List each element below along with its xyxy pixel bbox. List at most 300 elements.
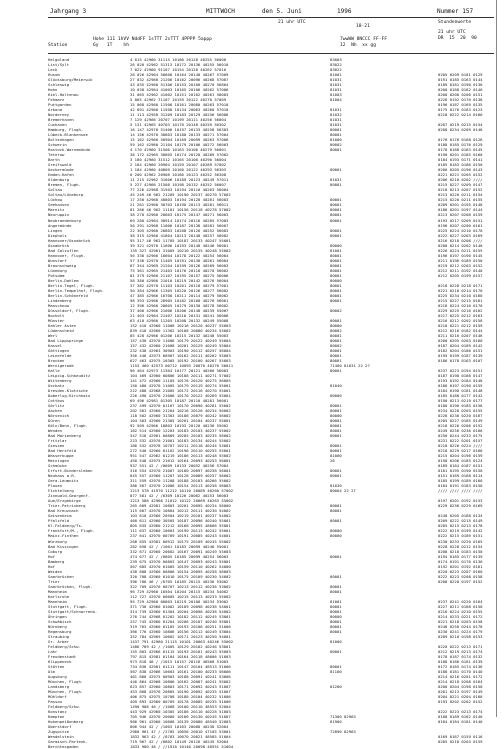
station-name: Bad Kissingen <box>48 543 79 549</box>
observation-codes: 28 026 42964 50608 10164 20140 40267 57009 <box>130 72 229 78</box>
hourly-values: 0237 0241 0220 0164 <box>438 598 483 604</box>
station-name: Manschnow <box>48 302 70 308</box>
synop-group: 80000 <box>330 322 342 328</box>
observation-codes: 356 446 42973 00907 10162 20111 40262 55003 <box>130 352 231 358</box>
station-name: Ulm <box>48 668 56 674</box>
hourly-values: 0181 0195 0190 0150 <box>438 468 483 474</box>
observation-codes: 4 015 42960 31115 10160 20128 40255 56006 <box>130 57 227 62</box>
station-name: Hohn <box>48 87 58 93</box>
synop-group: 80001 <box>330 297 342 303</box>
observation-codes: 1437 791 42960 21115 10101 20063 40246 55002 <box>130 638 234 644</box>
station-name: Saarbrücken <box>48 573 74 579</box>
observation-codes: 396 706 46 / /0705 10185 20115 40236 53002 <box>130 578 229 584</box>
station-name: Cottbus <box>48 398 65 404</box>
station-name: Kassel <box>48 342 63 348</box>
col-head-hours: DR 15 20 90 <box>438 36 477 41</box>
observation-codes: 103 610 42960 20504 10219 20101 40237 54002 <box>130 513 231 519</box>
observation-codes: 567 685 42970 01005 10159 20110 40262 54000 <box>130 563 231 569</box>
station-name: Bremen, Flugh. <box>48 182 81 188</box>
synop-group: 80001 <box>330 317 342 323</box>
station-name: Bad Salzuflen <box>48 247 79 253</box>
station-name: Leipzig-Schkeuditz <box>48 372 91 378</box>
observation-codes: 38 315 42960 41804 10213 20148 40257 56002 <box>130 232 229 238</box>
synop-group: 81031 <box>330 77 342 83</box>
station-name: Schleswig <box>48 82 70 88</box>
observation-codes: 734 836 42981 01111 10147 20104 48513 51006 <box>130 663 231 669</box>
hourly-values: 0185 0199 0189 0160 <box>438 478 483 484</box>
station-name: Mannheim <box>48 588 67 594</box>
station-name: Feldberg/Schw. <box>48 643 81 649</box>
synop-group: 81000 <box>330 638 342 644</box>
station-name: München, Flugh. <box>48 678 84 684</box>
synop-group: 81031 <box>330 117 342 123</box>
hourly-values: 0220 0223 0207 0160 <box>438 568 483 574</box>
station-name: Husum <box>48 72 60 78</box>
synop-group: 80002 <box>330 142 342 148</box>
issue-number: Nummer 157 <box>437 8 474 15</box>
observation-codes: 450 548 42975 21012 10164 20093 40253 56001 <box>130 458 231 464</box>
synop-group: 80001 <box>330 408 342 414</box>
station-name: Lingen <box>48 227 63 233</box>
observation-codes: 43 035 42960 51106 10153 20100 40270 56804 <box>130 82 229 88</box>
synop-group: 80001 <box>330 588 342 594</box>
station-name: Karlsruhe <box>48 593 70 599</box>
synop-group: 80001 <box>330 232 342 238</box>
synop-group: 80001 <box>330 508 342 514</box>
synop-group: 72890 82963 <box>330 729 356 735</box>
synop-group: 80001 <box>330 423 342 429</box>
station-name: Görlitz <box>48 403 65 409</box>
weekday: MITTWOCH <box>206 8 235 15</box>
station-name: Schwerin <box>48 142 67 148</box>
hourly-values: 0214 0216 0201 0172 <box>438 673 483 679</box>
station-name: Seehausen <box>48 202 70 208</box>
observation-codes: 371 738 42960 01002 10189 20098 40236 54001 <box>130 603 231 609</box>
station-name: Stuttgart, Flugh. <box>48 603 88 609</box>
synop-group: 81040 <box>330 383 342 389</box>
observation-codes: 81 266 46 962 11101 10156 20118 40278 57002 <box>130 207 231 213</box>
synop-group: 80000 <box>330 277 342 283</box>
synop-group: 80001 <box>330 608 342 614</box>
observation-codes: 461 860 42975 00903 10188 20091 40241 53006 <box>130 673 231 679</box>
station-name: Greifswald <box>48 162 72 168</box>
hourly-values: 0200 0205 0203 0160 <box>438 337 483 343</box>
station-name: Brocken <box>48 357 65 363</box>
observation-codes: 5 131 42965 40703 10178 20148 40259 56302 <box>130 122 227 128</box>
observation-codes: 155 803 42966 01115 10193 20101 40243 55003 <box>130 648 231 654</box>
observation-codes: 1490 908 46 / /1008 10100 20110 48553 52004 <box>130 704 231 710</box>
observation-codes: 845 557 42960 11207 10128 20089 40257 56002 <box>130 473 231 479</box>
synop-group: 80001 <box>330 182 342 188</box>
hourly-values: 0196 0197 0190 0145 <box>438 252 483 258</box>
observation-codes: 12 396 42960 20605 10179 20130 40278 56002 <box>130 302 229 308</box>
observation-codes: 15 162 42960 50904 10169 20099 40263 57006 <box>130 137 229 143</box>
hourly-values: 0215 0227 0209 0147 <box>438 182 483 188</box>
observation-codes: 38 172 42965 30805 10174 20120 40289 57002 <box>130 152 229 158</box>
observation-codes: 272 540 42960 01102 10196 20110 40255 55001 <box>130 448 231 454</box>
observation-codes: 5 065 42962 71107 10159 20122 40270 57009 <box>130 97 227 103</box>
observation-codes: 16 147 42970 51406 10197 20133 40258 56303 <box>130 127 229 133</box>
hourly-values: 0234 0228 0203 0155 <box>438 408 483 414</box>
station-name: Wittenberg <box>48 378 72 383</box>
observation-codes: 446 864 42968 10806 10162 20087 40241 55002 <box>130 678 231 684</box>
synop-group: 80001 <box>330 132 342 138</box>
station-name: Berlin-Dahlem <box>48 277 79 283</box>
observation-codes: 31 065 42962 41002 10151 20102 40261 58003 <box>130 92 229 98</box>
station-name: Berlin-Schönefeld <box>48 292 88 298</box>
hourly-values: 0184 0193 0171 0141 <box>438 157 483 163</box>
observation-codes: 75 361 42965 21403 10176 20118 40270 56002 <box>130 267 229 273</box>
hourly-values: 0230 0241 0224 0179 <box>438 628 483 634</box>
observation-codes: 460 611 42960 30505 10187 20096 40240 55001 <box>130 518 231 524</box>
station-name: Braunschweig <box>48 262 77 268</box>
station-name: Neubrandenburg <box>48 217 81 223</box>
observation-codes: 443 929 42960 10305 10186 20110 40228 51003 <box>130 709 231 715</box>
observation-codes: 973 818 46 / /1015 10157 20116 48568 51003 <box>130 658 229 664</box>
synop-group: 81001 <box>330 598 342 604</box>
hourly-values: 0249 0250 0236 0166 <box>438 428 483 434</box>
synop-group: 81003 <box>330 92 342 98</box>
synop-group: 80001 <box>330 583 342 589</box>
observation-codes: 567 838 42966 10603 10161 20100 40233 56006 <box>130 668 231 674</box>
synop-group: 80001 <box>330 648 342 654</box>
station-name: Weiden <box>48 568 63 574</box>
observation-codes: 135 327 42961 31005 10210 20135 40248 55002 <box>130 247 231 253</box>
hourly-values: 0222 0219 0199 0142 <box>438 528 483 534</box>
observation-codes: 186 532 42978 10707 10211 20118 40244 53001 <box>130 443 231 449</box>
observation-codes: 150 480 42970 11005 10179 20119 40274 55001 <box>130 383 231 389</box>
hourly-values: 0200 0204 0198 0150 <box>438 683 483 689</box>
hourly-values: 0215 0227 0215 0161 <box>438 297 483 303</box>
station-name: Wendelstein <box>48 734 74 740</box>
synop-group: 80002 <box>330 307 342 313</box>
station-name: Berchtesgaden <box>48 744 79 749</box>
observation-codes: 58 380 42960 21010 10219 20142 40276 56004 <box>130 277 229 283</box>
observation-codes: 797 815 42981 01104 10164 20118 48006 51003 <box>130 653 231 659</box>
synop-group: 80001 <box>330 473 342 479</box>
hourly-values: 0200 0188 0162 0140 <box>438 87 483 93</box>
hourly-values: 0169 0167 0159 0116 <box>438 734 483 740</box>
synop-group: 80001 <box>330 217 342 223</box>
hourly-values: 0218 0222 0214 0160 <box>438 112 483 118</box>
station-name: Konstanz <box>48 709 67 715</box>
hourly-values: 0174 0191 0176 0130 <box>438 558 483 564</box>
hourly-values: 0226 0224 0211 0155 <box>438 247 483 253</box>
hourly-values: 0193 0192 0184 0148 <box>438 378 483 383</box>
station-name: Düsseldorf, Flugh. <box>48 307 91 313</box>
hourly-values: 0216 0212 0202 0158 <box>438 317 483 323</box>
station-name: Ueckermünde <box>48 167 74 173</box>
observation-codes: 877 581 42 / /0309 10126 20062 40253 56003 <box>130 493 229 499</box>
observation-codes: 1153 460 42573 00712 10093 20070 40270 56011 <box>130 362 234 368</box>
observation-codes: 2960 961 47 / /2705 10056 20010 47105 53001 <box>130 729 231 735</box>
hourly-values: 0222 0227 0203 0169 <box>438 232 483 238</box>
synop-group: 80001 <box>330 428 342 434</box>
station-name: Wenden <box>48 428 63 434</box>
observation-codes: 239 675 42970 00803 10147 20093 40243 55001 <box>130 558 231 564</box>
hourly-values: 0189 0184 0187 0151 <box>438 463 483 469</box>
station-name: Schmücke <box>48 463 67 469</box>
station-name: Nörvenich <box>48 413 70 419</box>
hourly-values: 0225 0234 0210 0160 <box>438 292 483 298</box>
station-name: Passau <box>48 699 63 704</box>
observation-codes: 0 200 42962 20908 10186 20123 40252 56308 <box>130 172 227 178</box>
synop-group: 26 <box>330 458 335 464</box>
observation-codes: 409 893 42960 00709 10178 20085 40235 51006 <box>130 699 231 704</box>
hourly-values: 0204 0221 0204 0160 <box>438 693 483 699</box>
observation-codes: 237 499 42970 01107 10170 20090 40281 55002 <box>130 403 231 409</box>
observation-codes: 202 501 42960 21204 10216 20126 40234 56002 <box>130 408 231 414</box>
station-name: Aue/Erzgebirge <box>48 498 81 504</box>
synop-group: 80001 <box>330 332 342 338</box>
hourly-values: 0182 0204 0186 0151 <box>438 347 483 353</box>
hourly-values: 0190 0213 0219 0177 <box>438 398 483 404</box>
col-head-weather-sub: 12 Nh xx gg <box>340 43 376 48</box>
station-name: Fichtelberg <box>48 488 74 494</box>
station-name: Lüneburg <box>48 267 67 273</box>
observation-codes: 11 113 42958 31209 10183 20129 40256 56006 <box>130 112 229 118</box>
hourly-values: 0209 0222 0215 0149 <box>438 518 483 524</box>
station-name: Oschatz <box>48 383 65 389</box>
synop-group: 80001 <box>330 518 342 524</box>
hourly-values: 0188 0186 0181 0139 <box>438 658 483 664</box>
observation-codes: 3 180 42960 31512 10165 20100 40290 56004 <box>130 157 227 163</box>
observation-codes: 332 671 42960 20602 10167 20091 40249 55003 <box>130 548 231 554</box>
station-name: Bad Marienberg <box>48 433 81 439</box>
synop-group: 80001 <box>330 257 342 263</box>
hourly-values: 0230 0233 0220 0165 <box>438 538 483 544</box>
hourly-values: 0212 0219 0213 0174 <box>438 648 483 654</box>
hourly-values: 0222 0223 0213 0174 <box>438 709 483 715</box>
hourly-values: 0187 0198 0186 0147 <box>438 372 483 378</box>
observation-codes: 50 384 42966 11305 10220 20126 40277 56002 <box>130 287 229 293</box>
station-name: Wasserkuppe <box>48 453 74 459</box>
station-name: Bad Lippspringe <box>48 337 84 343</box>
hourly-values: 0215 0204 0196 0159 <box>438 453 483 459</box>
synop-group: 80000 <box>330 242 342 248</box>
col-head-codes-sub: 6y 1T hh <box>93 43 129 48</box>
station-name: Freudenstadt <box>48 653 77 659</box>
observation-codes: 81 379 42960 21107 10195 20157 40275 56006 <box>130 272 229 278</box>
observation-codes: 320 708 42960 01010 10175 20109 40230 54002 <box>130 573 231 579</box>
observation-codes: 69 496 42981 01305 10187 20110 40281 56001 <box>130 398 229 404</box>
observation-codes: 806 944 42 / /1003 10163 20080 40238 52004 <box>130 724 229 730</box>
station-name: Boltenhagen <box>48 137 74 143</box>
synop-group: 80001 <box>330 468 342 474</box>
date: den 5. Juni <box>262 8 302 15</box>
observation-codes: 56 338 42966 10604 10178 20122 40254 56004 <box>130 252 229 258</box>
synop-group: 81000 <box>330 453 342 459</box>
station-name: Göttingen <box>48 347 70 353</box>
observation-codes: 282 658 42 / /1001 10183 20099 40246 55001 <box>130 543 229 549</box>
hourly-values: 0212 0211 0192 0140 <box>438 267 483 273</box>
observation-codes: 705 946 42970 20000 10166 20130 40245 51007 <box>130 714 231 720</box>
page-edge-rule <box>496 0 497 717</box>
observation-codes: 96 464 42973 11304 10177 20121 40266 56003 <box>130 367 229 373</box>
synop-group: 80001 <box>330 202 342 208</box>
hourly-values: 0225 0224 0210 0170 <box>438 227 483 233</box>
hourly-values: 0212 0218 0182 0144 <box>438 327 483 333</box>
hourly-values: 0178 0187 0174 0132 <box>438 653 483 659</box>
station-name: Soltau <box>48 187 63 193</box>
synop-group: 80001 <box>330 272 342 278</box>
station-name: Marnitz <box>48 207 65 213</box>
hourly-values: 0200 0205 0196 0143 <box>438 167 483 173</box>
station-name: Mühldorf <box>48 693 67 699</box>
hourly-values: 0186 0201 0197 0144 <box>438 207 483 213</box>
synop-group: 80001 <box>330 357 342 363</box>
station-name: Osnabrück <box>48 242 70 248</box>
observation-codes: 37 382 42970 11103 10201 20118 40279 57001 <box>130 282 229 288</box>
hourly-values: 0211 0216 0207 0146 <box>438 332 483 338</box>
station-name: Lüchow <box>48 197 63 203</box>
station-name: Potsdam <box>48 272 65 278</box>
station-name: Hannover, Flugh. <box>48 252 86 258</box>
hourly-values: 0209 0210 0198 0153 <box>438 633 483 639</box>
station-name: Frankfurt/M., Flugh. <box>48 528 95 534</box>
hourly-values: 0188 0185 0176 0129 <box>438 142 483 148</box>
hourly-values: 0208 0234 0209 0148 <box>438 127 483 133</box>
synop-group: 81001 <box>330 247 342 253</box>
header-rule <box>48 53 494 54</box>
synop-group: 80002 <box>330 342 342 348</box>
hourly-values: 0226 0192 0170 0138 <box>438 97 483 103</box>
hourly-values: 0193 0217 0209 0151 <box>438 217 483 223</box>
observation-codes: 223 532 42970 21001 10183 20134 40244 55002 <box>130 438 231 444</box>
station-name: Erfurt-Bindersleben <box>48 468 93 474</box>
hourly-values: 0186 0197 0190 0155 <box>438 383 483 389</box>
hourly-values: 0221 0221 0205 0152 <box>438 172 483 178</box>
station-name: Plauen <box>48 483 63 489</box>
station-name: Straubing <box>48 633 70 639</box>
col-head-station: Station <box>48 43 68 48</box>
hourly-values: 0180 0190 0185 0156 <box>438 403 483 409</box>
observation-codes: 152 410 42960 11006 10216 20120 40237 55003 <box>130 322 231 328</box>
station-name: Giessen <box>48 443 65 449</box>
station-name: Landsberg <box>48 683 70 689</box>
hourly-values: 0178 0188 0183 0145 <box>438 147 483 153</box>
observation-codes: 257 745 42960 01204 10206 20107 40240 55001 <box>130 618 231 624</box>
col-head-codes: Hohe 111 1hVV NddFF 1sTTT 2sTTT 4PPPP 5appp <box>93 37 212 42</box>
observation-codes: 21 403 42964 21407 10216 20131 40241 56006 <box>130 312 229 318</box>
synop-group: 80001 <box>330 267 342 273</box>
observation-codes: 2 184 42960 20904 10159 20107 40289 57002 <box>130 162 227 168</box>
station-name: Berlin-Tempelhof, Flugh. <box>48 287 105 293</box>
synop-group: 80001 <box>330 147 342 153</box>
observation-codes: 92 509 42966 10803 10193 20120 40236 55002 <box>130 423 229 429</box>
hourly-values: 0220 0222 0213 0171 <box>438 643 483 649</box>
station-name: Bocholt <box>48 312 65 318</box>
station-name: Coburg <box>48 548 63 554</box>
hourly-values: 0151 0169 0168 0114 <box>438 473 483 479</box>
synop-group: 80001 <box>330 227 342 233</box>
station-name: Rostock-Warnemünde <box>48 147 91 153</box>
station-name: Hohenpeißenberg <box>48 719 84 725</box>
hourly-values: //// //// //// //// <box>438 488 483 494</box>
observation-codes: 623 857 42960 10803 10171 20092 40243 51007 <box>130 683 231 689</box>
hourly-values: 0190 0206 0185 0124 <box>438 458 483 464</box>
observation-codes: 453 868 42970 20805 10190 20092 40235 51007 <box>130 688 231 694</box>
hourly-values: 0184 0184 0181 0140 <box>438 719 483 725</box>
observation-codes: 268 655 42981 00912 10175 20109 40245 55002 <box>130 538 231 544</box>
synop-group: 80001 <box>330 167 342 173</box>
station-name: Mannheim <box>48 598 67 604</box>
synop-group: 80001 <box>330 367 342 373</box>
observation-codes: 59 162 42960 21104 10179 20106 40272 56003 <box>130 142 229 148</box>
hourly-values: 0221 0218 0214 0170 <box>438 287 483 293</box>
station-name: Emden-Hafen <box>48 172 74 178</box>
station-name: Dresden-Klotzsche <box>48 388 88 394</box>
station-name: Mainz-Finthen <box>48 533 79 539</box>
observation-codes: 265 609 42981 10803 10201 20095 40234 56000 <box>130 503 231 509</box>
station-name: Kahler Asten <box>48 322 77 328</box>
synop-group: 80000 <box>330 393 342 399</box>
hourly-values: 0205 0227 0185 0149 <box>438 418 483 424</box>
hourly-values: 0222 0215 0189 0151 <box>438 533 483 539</box>
hourly-values: 0231 0222 0201 0157 <box>438 438 483 444</box>
hourly-values: 0218 0228 0218 0171 <box>438 282 483 288</box>
synop-group: 80001 <box>330 618 342 624</box>
observation-codes: 112 727 42970 00605 10215 20113 40233 55002 <box>130 593 231 599</box>
observation-codes: 1486 789 42 / /1005 10129 20102 40246 53001 <box>130 643 231 649</box>
observation-codes: 14 156 42970 30803 10180 20133 40271 57004 <box>130 132 229 138</box>
station-name: Wernigerode <box>48 362 74 368</box>
hourly-values: 0205 0215 0213 0178 <box>438 523 483 529</box>
hourly-values: 0188 0189 0182 0146 <box>438 714 483 720</box>
observation-codes: 4 170 42960 31506 10163 20106 40279 56001 <box>130 147 227 153</box>
station-name: Fehmarn <box>48 97 65 103</box>
observation-codes: 1213 586 42966 21012 10122 20069 40263 55002 <box>130 498 234 504</box>
station-name: Würzburg <box>48 538 67 544</box>
observation-codes: 322 709 42970 00707 10213 20112 40236 53002 <box>130 583 231 589</box>
synop-group: 81200 <box>330 683 342 689</box>
synop-group: 80001 <box>330 433 342 439</box>
synop-group: 80001 <box>330 448 342 454</box>
hourly-values: 0222 0223 0208 0158 <box>438 573 483 579</box>
station-name: Barth <box>48 157 60 163</box>
observation-codes: 95 729 42960 00803 10219 20108 40234 53002 <box>130 598 229 604</box>
station-name: Gera-Leumnitz <box>48 478 79 484</box>
synop-group: 80001 <box>330 337 342 343</box>
hourly-values: 0211 0196 0189 0150 <box>438 257 483 263</box>
station-name: Bremerhaven <box>48 117 74 123</box>
hourly-values: 0185 0188 0177 0142 <box>438 393 483 399</box>
hourly-values: 0185 0183 0186 0150 <box>438 162 483 168</box>
observation-codes: 839 418 42960 11302 10108 20080 40234 55002 <box>130 327 231 333</box>
station-name: Hannover/Osnabrück <box>48 237 91 243</box>
synop-group: 81032 <box>330 112 342 118</box>
hourly-values: 0190 0201 0185 0160 <box>438 152 483 158</box>
station-name: Helgoland <box>48 57 70 62</box>
observation-codes: 157 432 42960 21008 10201 20129 40249 55004 <box>130 342 231 348</box>
synop-group: 80001 <box>330 292 342 298</box>
station-name: Werl <box>48 332 58 338</box>
observation-codes: 118 502 42960 31303 10186 20079 40242 56002 <box>130 413 231 419</box>
hourly-values: 0205 0209 0181 0129 <box>438 72 483 78</box>
hourly-values: 0218 0221 0212 0159 <box>438 322 483 328</box>
hourly-values: 0208 0210 0183 0150 <box>438 548 483 554</box>
hourly-values: 0229 0236 0229 0169 <box>438 503 483 509</box>
synop-group: 80001 <box>330 347 342 353</box>
observation-codes: 39 321 42970 11606 10193 20140 40246 56001 <box>130 242 229 248</box>
observation-codes: 104 503 42960 21305 10201 20104 40237 55001 <box>130 418 231 424</box>
station-name: Bad Hersfeld <box>48 448 77 454</box>
station-name: Angermünde <box>48 222 72 228</box>
synop-group: 80004 22 27 <box>330 488 356 494</box>
synop-group: 80001 <box>330 352 342 358</box>
col-head-utc: 21 uhr UTC <box>278 20 306 25</box>
observation-codes: 627 463 42975 10305 10192 20100 40267 55003 <box>130 357 231 363</box>
